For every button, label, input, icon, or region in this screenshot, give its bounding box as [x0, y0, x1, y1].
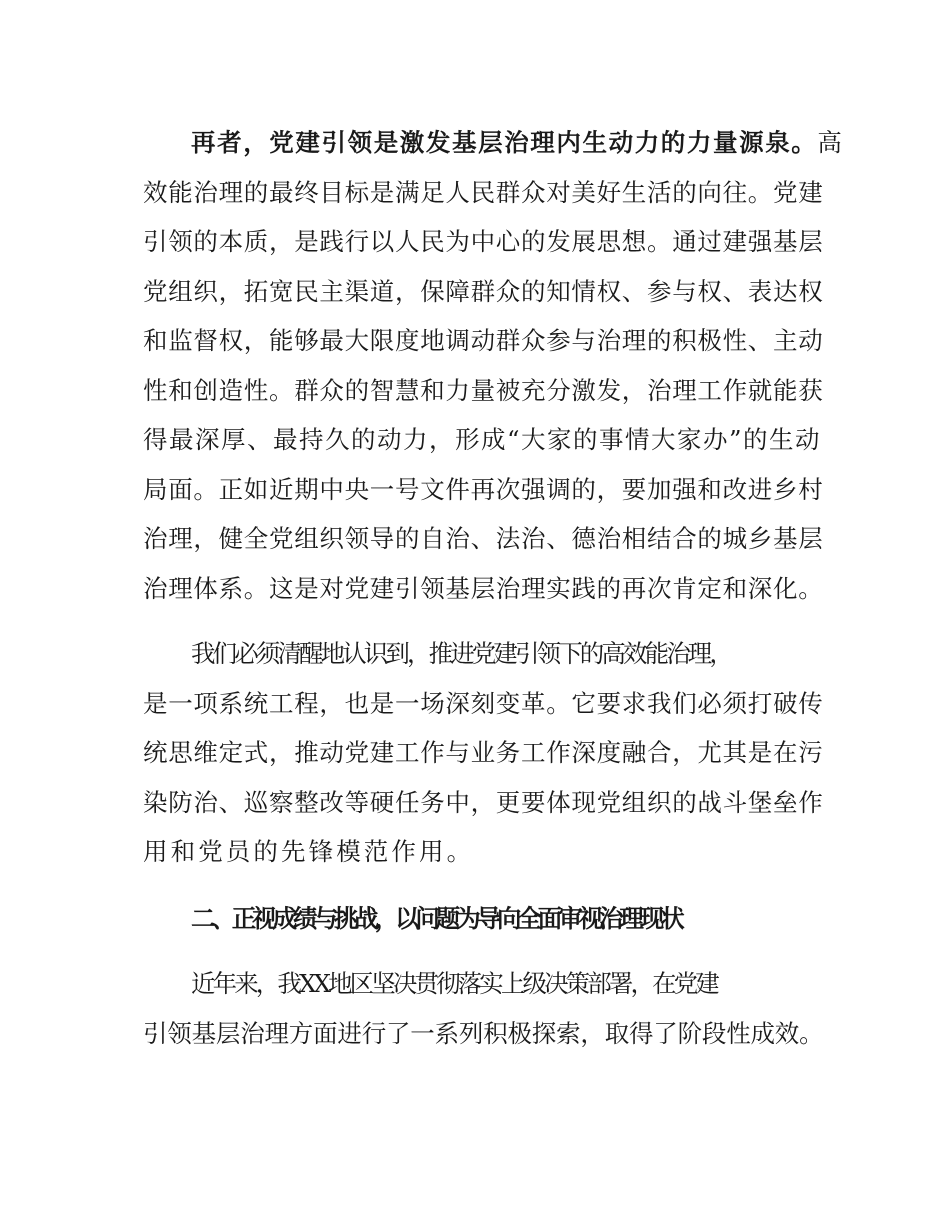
paragraph-line: 党组织，拓宽民主渠道，保障群众的知情权、参与权、表达权 — [143, 277, 824, 306]
paragraph-line: 性和创造性。群众的智慧和力量被充分激发，治理工作就能获 — [143, 376, 824, 405]
section-heading: 二、正视成绩与挑战，以问题为导向全面审视治理现状 — [191, 904, 681, 933]
paragraph-line: 近年来，我XX地区坚决贯彻落实上级决策部署，在党建 — [191, 969, 717, 998]
paragraph-line: 染防治、巡察整改等硬任务中，更要体现党组织的战斗堡垒作 — [143, 788, 824, 817]
paragraph-line: 治理体系。这是对党建引领基层治理实践的再次肯定和深化。 — [143, 574, 824, 603]
paragraph-line: 效能治理的最终目标是满足人民群众对美好生活的向往。党建 — [143, 178, 824, 207]
paragraph-line: 统思维定式，推动党建工作与业务工作深度融合，尤其是在污 — [143, 738, 824, 767]
paragraph-lead-bold: 再者，党建引领是激发基层治理内生动力的力量源泉。 — [191, 128, 818, 157]
paragraph-line: 得最深厚、最持久的动力，形成“大家的事情大家办”的生动 — [143, 425, 822, 454]
paragraph-line: 我们必须清醒地认识到，推进党建引领下的高效能治理， — [191, 639, 731, 668]
paragraph-line — [191, 123, 871, 163]
paragraph-line: 和监督权，能够最大限度地调动群众参与治理的积极性、主动 — [143, 326, 824, 355]
paragraph-line: 引领的本质，是践行以人民为中心的发展思想。通过建强基层 — [143, 227, 824, 256]
paragraph-line: 治理，健全党组织领导的自治、法治、德治相结合的城乡基层 — [143, 524, 824, 553]
paragraph-line: 用和党员的先锋模范作用。 — [143, 837, 475, 866]
paragraph-line: 局面。正如近期中央一号文件再次强调的，要加强和改进乡村 — [143, 475, 824, 504]
paragraph-lead-tail: 高 — [817, 128, 840, 157]
paragraph-line: 是一项系统工程，也是一场深刻变革。它要求我们必须打破传 — [143, 689, 824, 718]
paragraph-line: 引领基层治理方面进行了一系列积极探索，取得了阶段性成效。 — [143, 1019, 824, 1048]
